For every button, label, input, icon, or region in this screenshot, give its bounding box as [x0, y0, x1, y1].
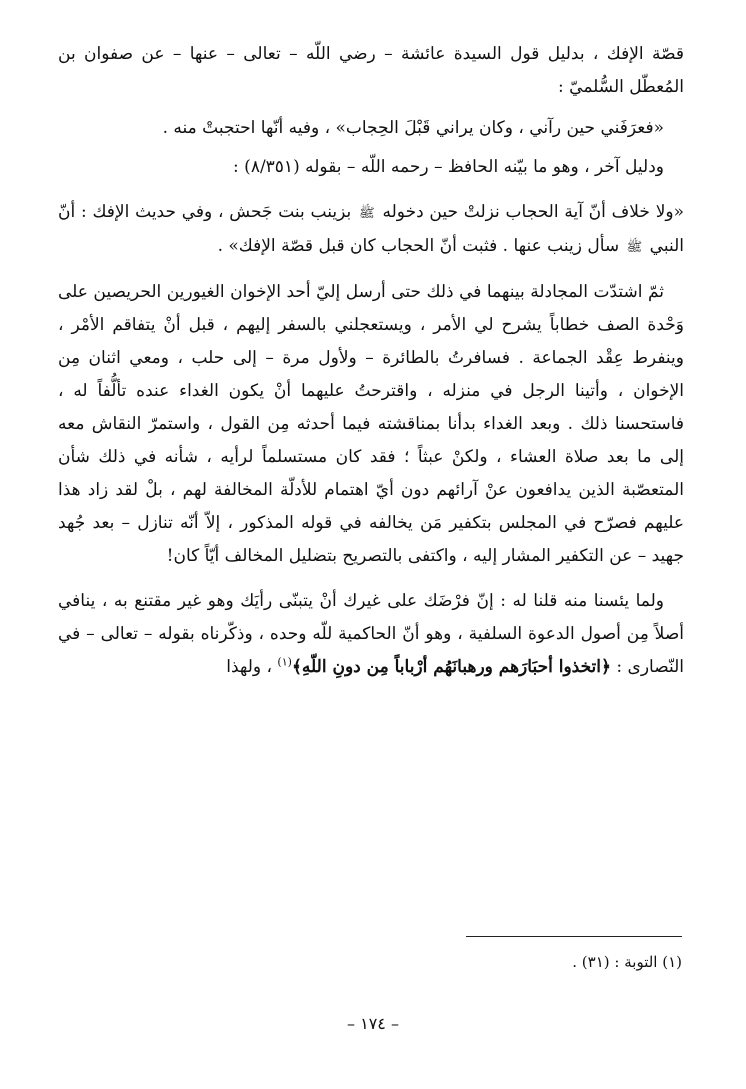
- paragraph-hafiz-text: ودليل آخر ، وهو ما بيّنه الحافظ – رحمه اللّه – بقوله (٨/٣٥١) :: [233, 157, 664, 177]
- paragraph-aleppo-text: ثمّ اشتدّت المجادلة بينهما في ذلك حتى أرسل إليّ أحد الإخوان الغيورين الحريصين على وَحْدة الصف خطاباً يشرح لي الأمر ، ويستعجلني بالسفر إليهم ، قبل أنْ يتفاقم الأمْر ، وينفرط عِقْد الجماعة . فسافرتُ بالطائرة – ولأول مرة – إلى حلب ، ومعي اثنان مِن الإخوان ، وأتينا الرجل في منزله ، واقترحتُ عليهما أنْ يكون الغداء عنده تألُّفاً له ، فاستحسنا ذلك . وبعد الغداء بدأنا بمناقشته فيما أحدثه مِن القول ، واستمرّ النقاش معه إلى ما بعد صلاة العشاء ، ولكنْ عبثاً ؛ فقد كان مستسلماً لرأيه ، شأنه في ذلك شأن المتعصّبة الذين يدافعون عنْ آرائهم دون أيّ اهتمام للأدلّة المخالفة لهم ، بلْ لقد زاد هذا عليهم فصرّح في المجلس بتكفير مَن يخالفه في قوله المذكور ، إلاّ أنّه تنازل – بعد جُهد جهيد – عن التكفير المشار إليه ، واكتفى بالتصريح بتضليل المخالف أيّاً كان!: [58, 282, 685, 566]
- paragraph-hakimiyya-end: ، ولهذا: [226, 657, 273, 677]
- quote-hijab-part-2: بزينب بنت جَحش ، وفي حديث الإفك : أنّ النبي: [58, 202, 684, 256]
- footnote: (١) التوبة : (٣١) .: [572, 953, 682, 971]
- quote-aisha-text: «فعرَفَني حين رآني ، وكان يراني قَبْلَ الحِجاب» ، وفيه أنّها احتجبتْ منه .: [162, 118, 664, 138]
- salawat-symbol: ﷺ: [626, 240, 643, 255]
- salawat-symbol: ﷺ: [359, 206, 375, 221]
- paragraph-hafiz: [58, 151, 684, 184]
- paragraph-hakimiyya-text: ولما يئسنا منه قلنا له : إنّ فرْضَك على غيرك أنْ يتبنّى رأيَك وهو غير مقتنع به ، ينافي أصلاً مِن أصول الدعوة السلفية ، وهو أنّ الحاكمية للّه وحده ، وذكّرناه بقوله – تعالى – في النّصارى :: [58, 591, 684, 677]
- quote-hijab: [58, 196, 684, 264]
- quote-hijab-part-1: «ولا خلاف أنّ آية الحجاب نزلتْ حين دخوله: [382, 202, 685, 222]
- footnote-reference[interactable]: (١): [277, 655, 292, 669]
- paragraph-aleppo: [58, 276, 684, 573]
- page-number: – ١٧٤ –: [347, 1014, 399, 1033]
- page-body: [58, 38, 684, 692]
- quote-aisha: [58, 112, 684, 145]
- footnote-divider: [466, 936, 682, 937]
- quran-verse: ﴿اتخذوا أحبَارَهم ورهبانَهُم أرْباباً مِن دونِ اللّهِ﴾: [291, 657, 611, 677]
- quote-hijab-part-3: سأل زينب عنها . فثبت أنّ الحجاب كان قبل قصّة الإفك» .: [217, 236, 620, 256]
- paragraph-1: [58, 38, 684, 104]
- paragraph-1-text: قصّة الإفك ، بدليل قول السيدة عائشة – رضي اللّه – تعالى – عنها – عن صفوان بن المُعطّل السُّلميّ :: [58, 44, 684, 97]
- paragraph-hakimiyya: [58, 585, 684, 684]
